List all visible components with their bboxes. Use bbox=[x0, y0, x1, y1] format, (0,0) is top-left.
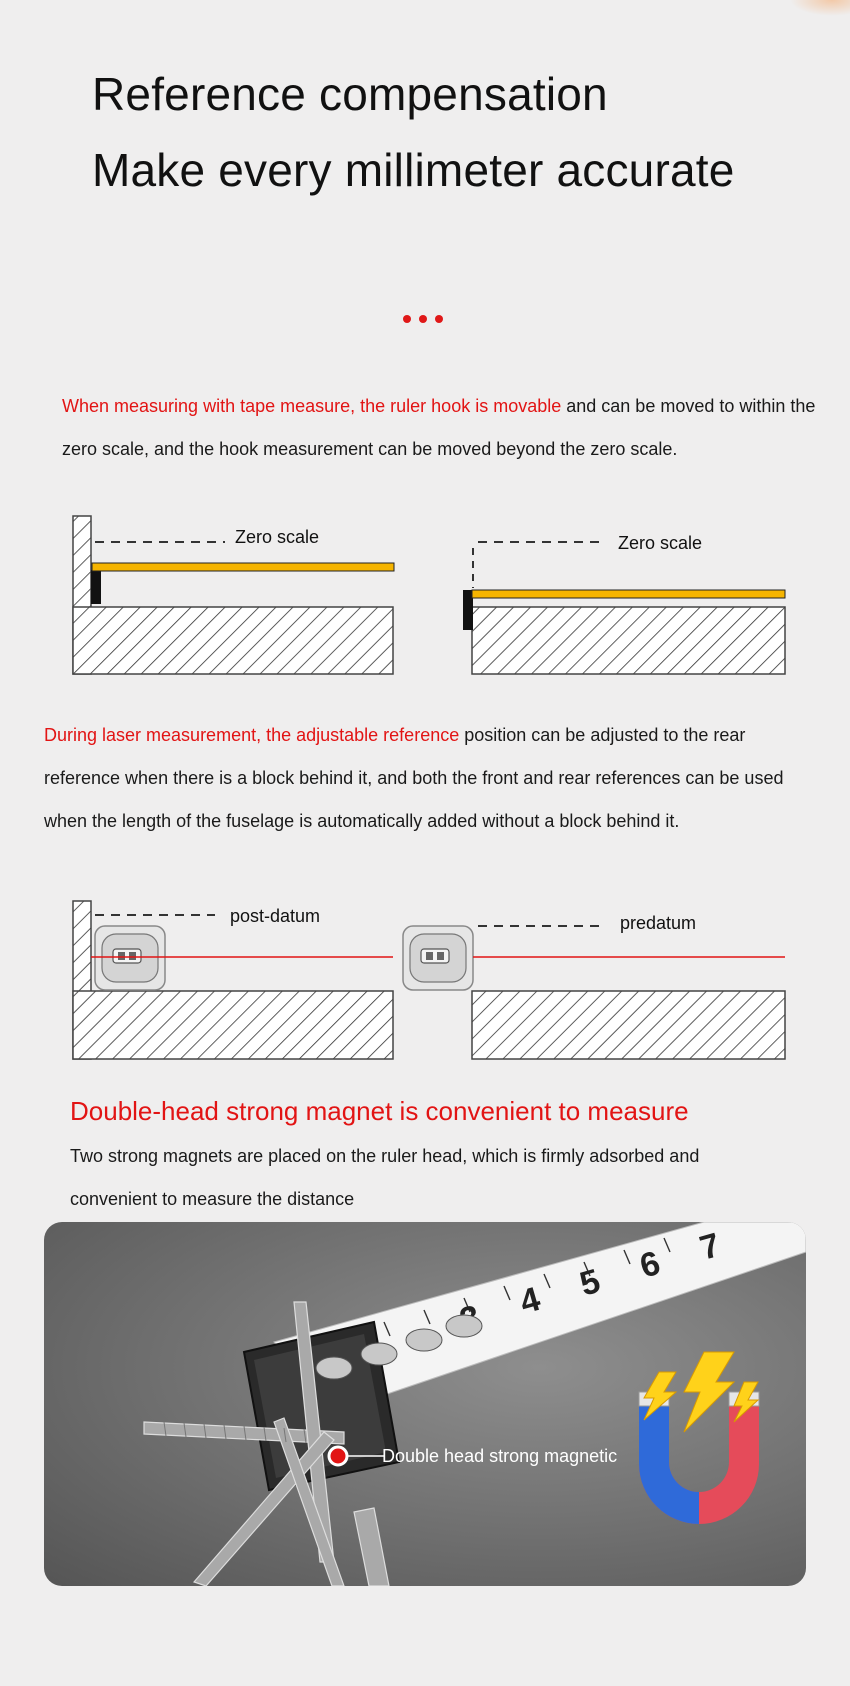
laser-right-scene bbox=[403, 913, 785, 1059]
magnet-title: Double-head strong magnet is convenient to measure bbox=[70, 1096, 689, 1126]
headline-line-1: Reference compensation bbox=[92, 68, 608, 120]
tape-left-label: Zero scale bbox=[235, 527, 320, 547]
decorative-dots bbox=[403, 315, 443, 323]
laser-highlight: During laser measurement, the adjustable reference bbox=[44, 725, 460, 745]
laser-right-label: predatum bbox=[620, 913, 697, 933]
tape-highlight: When measuring with tape measure, the ruler hook is movable bbox=[62, 396, 562, 416]
magnet-callout-label: Double head strong magnetic bbox=[382, 1446, 618, 1466]
tape-description bbox=[62, 385, 822, 471]
laser-rest: position can be adjusted to the rear reference when there is a block behind it, and both the front and rear references can be used when the length of the fuselage is automatically added without a block behind it. bbox=[44, 725, 784, 831]
magnet-product-photo bbox=[44, 1222, 806, 1586]
ruler-digit-7: 7 bbox=[695, 1225, 725, 1268]
laser-description bbox=[44, 714, 804, 843]
headline-line-2: Make every millimeter accurate bbox=[92, 144, 735, 196]
tape-left-scene bbox=[73, 516, 394, 674]
laser-device-right-icon bbox=[403, 926, 473, 990]
ruler-digit-5: 5 bbox=[575, 1261, 605, 1304]
magnet-description: Two strong magnets are placed on the ruler head, which is firmly adsorbed and convenient to measure the distance bbox=[70, 1146, 700, 1209]
laser-device-left-icon bbox=[95, 926, 165, 990]
ruler-digit-4: 4 bbox=[515, 1279, 545, 1322]
tape-right-label: Zero scale bbox=[618, 533, 703, 553]
ruler-digit-6: 6 bbox=[635, 1243, 665, 1286]
laser-left-label: post-datum bbox=[230, 906, 321, 926]
laser-left-scene bbox=[73, 901, 393, 1059]
tape-right-scene bbox=[463, 533, 785, 674]
tape-rest: and can be moved to within the zero scale, and the hook measurement can be moved beyond the zero scale. bbox=[62, 396, 816, 459]
laser-datum-diagram bbox=[0, 895, 850, 1065]
corner-glow bbox=[790, 0, 850, 16]
tape-hook-diagram bbox=[0, 510, 850, 685]
